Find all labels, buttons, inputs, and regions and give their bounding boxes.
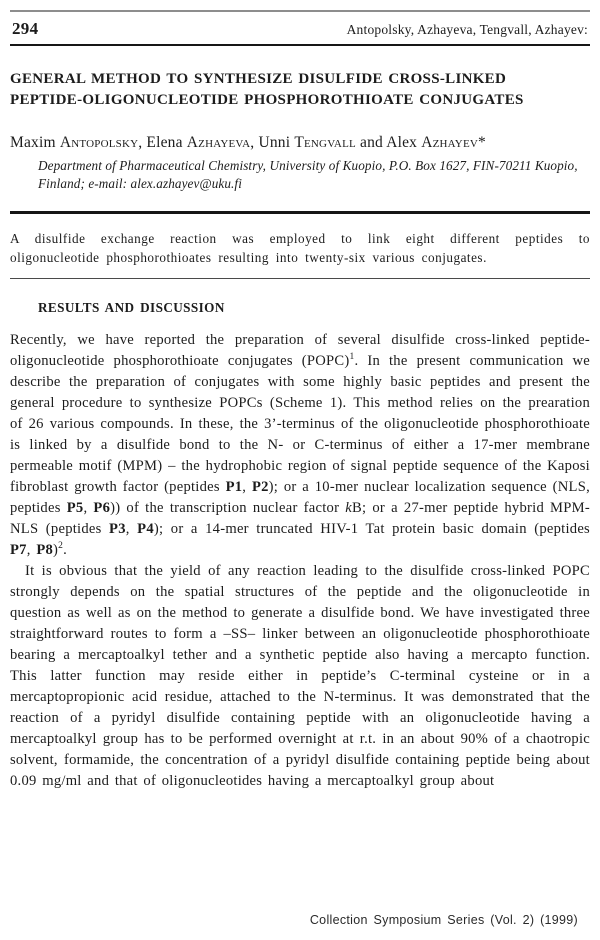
- author-list: Maxim Antopolsky, Elena Azhayeva, Unni Tengvall and Alex Azhayev*: [10, 134, 486, 151]
- article-body: [10, 330, 590, 792]
- header-rule: [10, 44, 590, 46]
- abstract: A disulfide exchange reaction was employed to link eight different peptides to oligonucleotide phosphorothioates resulting into twenty-six various conjugates.: [10, 231, 590, 265]
- body-paragraph: Recently, we have reported the preparation of several disulfide cross-linked peptide-oligonucleotide phosphorothioate conjugates (POPC)$^1$. In the present communication we describe the preparation of conjugates with some highly basic peptides and present the general procedure to synthesize POPCs (Scheme 1). This method relies on the prearation of 26 various compounds. In these, the 3’-terminus of the oligonucleotide phosphorothioate is linked by a disulfide bond to the N- or C-terminus of either a 17-mer membrane permeable motif (MPM) – the hydrophobic region of signal peptide sequence of the Kaposi fibroblast growth factor (peptides P1, P2); or a 10-mer nuclear localization sequence (NLS, peptides P5, P6)) of the transcription nuclear factor kB; or a 27-mer peptide hybrid MPM-NLS (peptides P3, P4); or a 14-mer truncated HIV-1 Tat protein basic domain (peptides P7, P8)$^2$.: [10, 332, 590, 558]
- affiliation: Department of Pharmaceutical Chemistry, University of Kuopio, P.O. Box 1627, FIN-70211 Kuopio, Finland; e-mail: alex.azhayev@uku.fi: [38, 158, 578, 191]
- abstract-bottom-rule: [10, 278, 590, 279]
- abstract-top-rule: [10, 211, 590, 214]
- article-title: [10, 69, 590, 111]
- page-number: 294: [12, 19, 39, 38]
- page-footer: Collection Symposium Series (Vol. 2) (1999): [309, 913, 578, 927]
- running-title: Antopolsky, Azhayeva, Tengvall, Azhayev:: [346, 22, 588, 37]
- article-title-line-1: GENERAL METHOD TO SYNTHESIZE DISULFIDE CROSS-LINKED: [10, 71, 507, 87]
- body-paragraph: It is obvious that the yield of any reaction leading to the disulfide cross-linked POPC strongly depends on the spatial structures of the peptide and the oligonucleotide in question as well as on the method to generate a disulfide bond. We have investigated three straightforward routes to form a –SS– linker between an oligonucleotide phosphorothioate bearing a mercaptoalkyl tether and a synthetic peptide also having a mercapto function. This latter function may reside either in peptide’s C-terminal cysteine or in a mercaptopropionic acid residue, attached to the N-terminus. It was demonstrated that the reaction of a pyridyl disulfide containing peptide with an oligonucleotide having a mercaptoalkyl group has to be performed overnight at r.t. in an about 90% of a chaotropic solvent, formamide, the concentration of a pyridyl disulfide containing peptide being about 0.09 mg/ml and that of oligonucleotides having a mercaptoalkyl group about: [10, 563, 590, 789]
- section-heading: RESULTS AND DISCUSSION: [38, 300, 225, 315]
- page-header: [10, 12, 590, 44]
- article-title-line-2: PEPTIDE-OLIGONUCLEOTIDE PHOSPHOROTHIOATE CONJUGATES: [10, 92, 524, 108]
